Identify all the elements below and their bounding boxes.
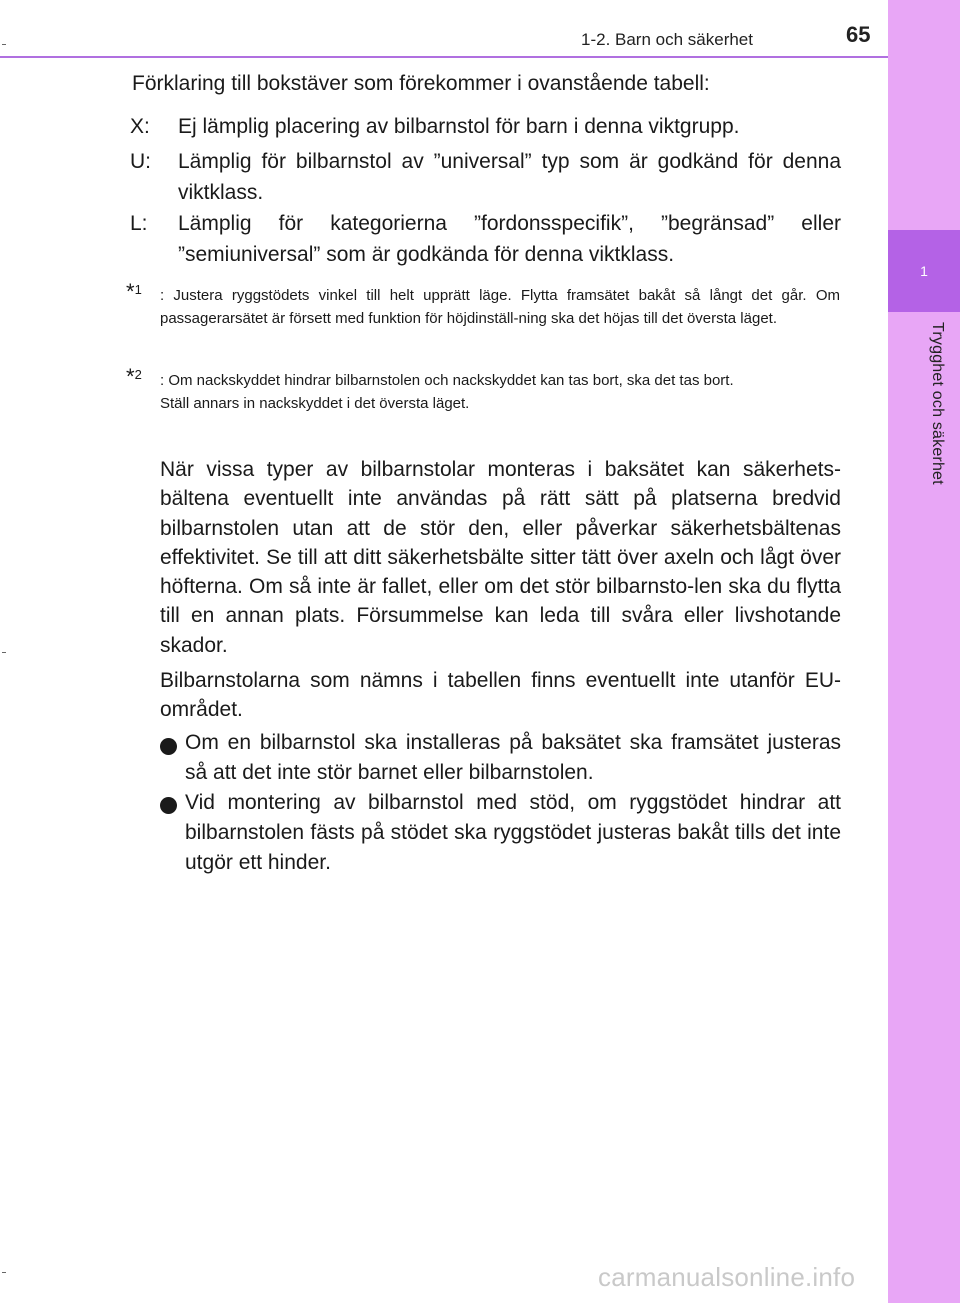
footnote-marker-2 [126, 363, 142, 389]
footnote-text-2-line-1: : Om nackskyddet hindrar bilbarnstolen och nackskyddet kan tas bort, ska det tas bort. [160, 372, 734, 389]
definition-key-u: U: [130, 150, 151, 173]
crop-mark [2, 1272, 6, 1273]
crop-mark [2, 44, 6, 45]
footnote-asterisk: * [126, 364, 135, 389]
footnote-text-1: : Justera ryggstödets vinkel till helt upprätt läge. Flytta framsätet bakåt så långt det går. Om passagerarsätet är försett med funktion för höjdinställ-ning ska det höjas till det översta läget. [160, 287, 840, 327]
definition-key-l: L: [130, 212, 148, 235]
chapter-number: 1 [920, 263, 928, 279]
footnote-text-2 [160, 369, 840, 415]
page-number: 65 [846, 22, 871, 47]
footnote-asterisk: * [126, 279, 135, 304]
definition-key-x: X: [130, 115, 150, 138]
section-title: 1-2. Barn och säkerhet [581, 30, 753, 49]
chapter-number-box [888, 230, 960, 312]
footnote-number: 1 [134, 282, 142, 297]
bullet-item-2: Vid montering av bilbarnstol med stöd, om ryggstödet hindrar att bilbarnstolen fästs på stödet ska ryggstödet justeras bakåt tills det inte utgör ett hinder. [185, 791, 841, 874]
body-paragraph-eu: Bilbarnstolarna som nämns i tabellen finns eventuellt inte utanför EU-området. [160, 669, 841, 722]
header-rule [0, 56, 888, 58]
bullet-item-1: Om en bilbarnstol ska installeras på baksätet ska framsätet justeras så att det inte stör barnet eller bilbarnstolen. [185, 731, 841, 784]
bullet-icon [160, 797, 177, 814]
definition-text-l: Lämplig för kategorierna ”fordonsspecifik”, ”begränsad” eller ”semiuniversal” som är godkända för denna viktklass. [178, 212, 841, 266]
footnote-marker-1 [126, 278, 142, 304]
legend-intro: Förklaring till bokstäver som förekommer i ovanstående tabell: [132, 72, 710, 95]
chapter-side-tab [888, 0, 960, 1303]
bullet-icon [160, 738, 177, 755]
footnote-number: 2 [134, 367, 142, 382]
body-paragraph-seatbelts: När vissa typer av bilbarnstolar monteras i baksätet kan säkerhets-bältena eventuellt inte användas på rätt sätt på platserna bredvid bilbarnstolen utan att de stör den, eller påverkar säkerhetsbältenas effektivitet. Se till att ditt säkerhetsbälte sitter tätt över axeln och lågt över höfterna. Om så inte är fallet, eller om det stör bilbarnsto-len ska du flytta till en annan plats. Försummelse kan leda till svåra eller livshotande skador. [160, 458, 841, 657]
watermark: carmanualsonline.info [598, 1262, 856, 1292]
footnote-text-2-line-2: Ställ annars in nackskyddet i det översta läget. [160, 395, 470, 412]
definition-text-u: Lämplig för bilbarnstol av ”universal” typ som är godkänd för denna viktklass. [178, 150, 841, 204]
crop-mark [2, 652, 6, 653]
definition-text-x: Ej lämplig placering av bilbarnstol för barn i denna viktgrupp. [178, 115, 740, 138]
chapter-label: Trygghet och säkerhet [929, 322, 946, 485]
